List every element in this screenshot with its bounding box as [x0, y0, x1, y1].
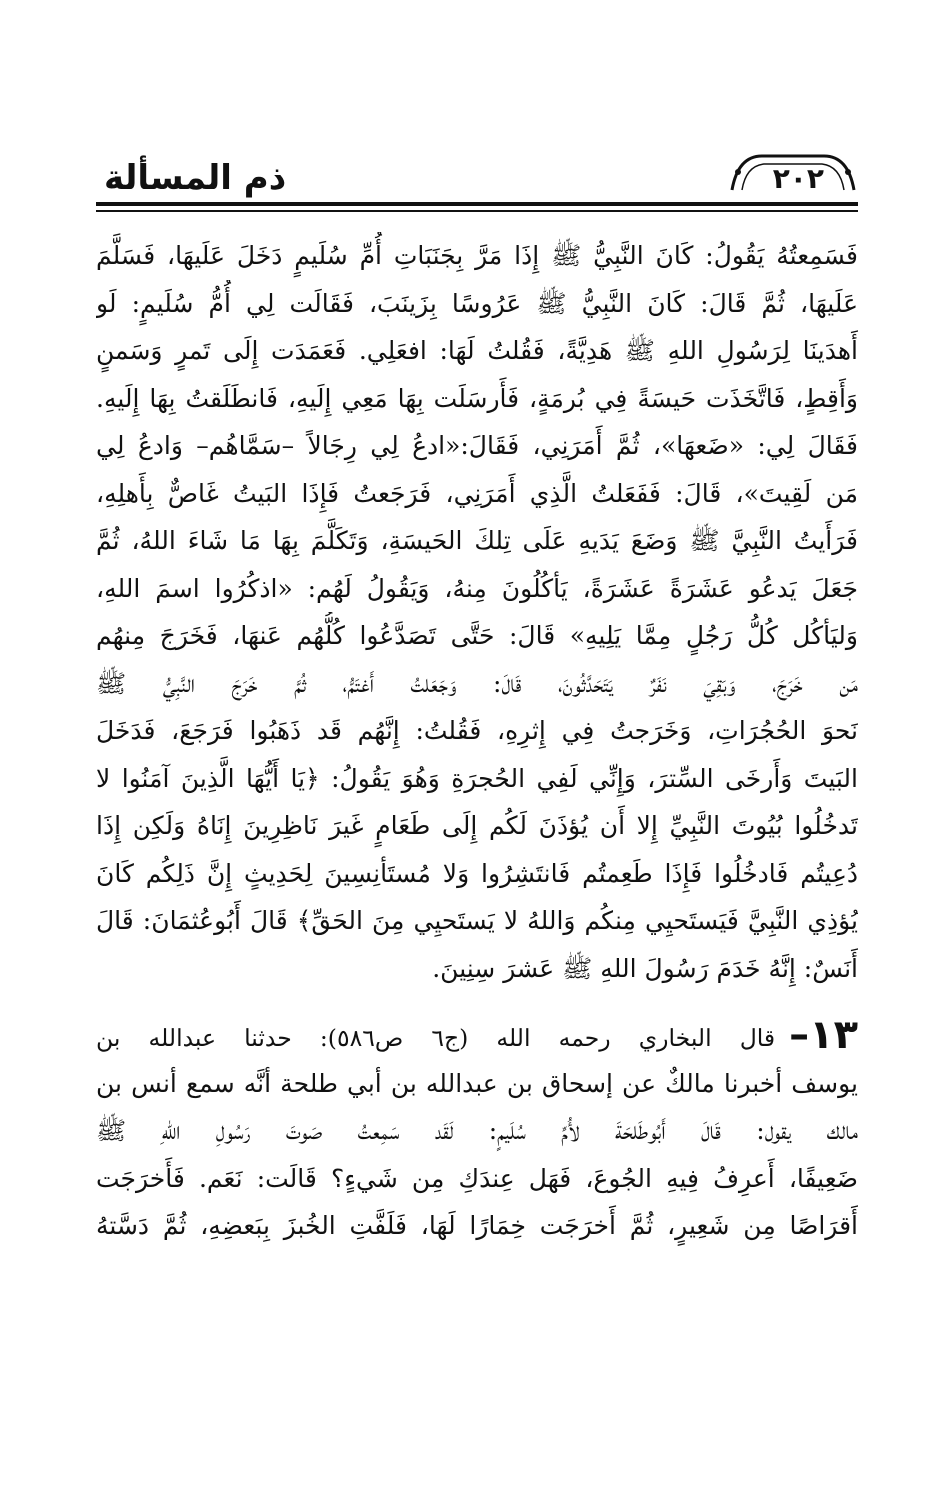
text-line: مالك يقول: قَالَ أَبُوطَلحَةَ لأُمِّ سُلَيمٍ: لَقَد سَمِعتُ صَوتَ رَسُولِ اللهِ ﷺ [96, 1116, 858, 1145]
hadith-first-line: قال البخاري رحمه الله (ج٦ ص٥٨٦): حدثنا عبدالله بن [96, 1024, 776, 1052]
text-line: ضَعِيفًا، أَعرِفُ فِيهِ الجُوعَ، فَهَل عِندَكِ مِن شَيءٍ؟ قَالَت: نَعَم. فَأَخرَجَت [96, 1163, 858, 1193]
hadith-number: ١٣– [789, 1012, 858, 1058]
text-line: دُعِيتُم فَادخُلُوا فَإِذَا طَعِمتُم فَانتَشِرُوا وَلا مُستَأنِسِينَ لِحَدِيثٍ إِنَّ ذَلِكُم كَانَ [96, 858, 858, 888]
text-line: وَأَقِطٍ، فَاتَّخَذَت حَيسَةً فِي بُرمَةٍ، فَأَرسَلَت بِهَا مَعِي إِلَيهِ، فَانطَلَقتُ بِهَا إِلَيهِ. [96, 383, 858, 413]
text-line: أَنَسٌ: إِنَّهُ خَدَمَ رَسُولَ اللهِ ﷺ عَشرَ سِنِينَ. [432, 953, 858, 983]
text-line: عَلَيهَا، ثُمَّ قَالَ: كَانَ النَّبِيُّ ﷺ عَرُوسًا بِزَينَبَ، فَقَالَت لِي أُمُّ سُلَيمٍ: لَو [96, 288, 858, 318]
text-line: وَليَأكُل كُلُّ رَجُلٍ مِمَّا يَلِيهِ» قَالَ: حَتَّى تَصَدَّعُوا كُلُّهُم عَنهَا، فَخَرَجَ مِنهُم [96, 621, 858, 650]
text-line: نَحوَ الحُجُرَاتِ، وَخَرَجتُ فِي إِثرِهِ، فَقُلتُ: إِنَّهُم قَد ذَهَبُوا فَرَجَعَ، فَدَخَلَ [96, 716, 858, 745]
paragraph-gap [96, 992, 858, 1012]
text-line: يُؤذِي النَّبِيَّ فَيَستَحيِي مِنكُم وَاللهُ لا يَستَحيِي مِنَ الحَقِّ﴾ قَالَ أَبُوعُثمَانَ: قَالَ [96, 906, 858, 935]
page-number: ٢٠٢ [772, 162, 824, 195]
text-line: مَن خَرَجَ، وَبَقِيَ نَفَرٌ يَتَحَدَّثُونَ، قَالَ: وَجَعَلتُ أَغتَمُّ، ثُمَّ خَرَجَ النَّبِيُّ ﷺ [96, 668, 858, 698]
text-line: فَسَمِعتُهُ يَقُولُ: كَانَ النَّبِيُّ ﷺ إِذَا مَرَّ بِجَنَبَاتِ أُمِّ سُلَيمٍ دَخَلَ عَلَيهَا، فَسَلَّمَ [96, 241, 858, 270]
text-line: البَيتَ وَأَرخَى السِّترَ، وَإِنِّي لَفِي الحُجرَةِ وَهُوَ يَقُولُ: ﴿يَا أَيُّهَا الَّذِينَ آمَنُوا لا [96, 763, 858, 793]
text-line: أَقرَاصًا مِن شَعِيرٍ، ثُمَّ أَخرَجَت خِمَارًا لَهَا، فَلَفَّتِ الخُبزَ بِبَعضِهِ، ثُمَّ دَسَّتهُ [96, 1211, 858, 1240]
text-line: مَن لَقِيتَ»، قَالَ: فَفَعَلتُ الَّذِي أَمَرَنِي، فَرَجَعتُ فَإِذَا البَيتُ غَاصٌّ بِأَهلِهِ، [96, 478, 858, 508]
text-line: تَدخُلُوا بُيُوتَ النَّبِيِّ إِلا أَن يُؤذَنَ لَكُم إِلَى طَعَامٍ غَيرَ نَاظِرِينَ إِنَاهُ وَلَكِن إِذَا [96, 811, 858, 840]
text-line: فَرَأَيتُ النَّبِيَّ ﷺ وَضَعَ يَدَيهِ عَلَى تِلكَ الحَيسَةِ، وَتَكَلَّمَ بِهَا مَا شَاءَ اللهُ، ثُمَّ [96, 526, 858, 555]
text-line: أَهدَينَا لِرَسُولِ اللهِ ﷺ هَدِيَّةً، فَقُلتُ لَهَا: افعَلِي. فَعَمَدَت إِلَى تَمرٍ وَسَمنٍ [96, 336, 858, 365]
book-title: ذم المسألة [104, 158, 287, 198]
header-divider [96, 202, 858, 206]
page-number-badge [728, 150, 858, 206]
text-line: جَعَلَ يَدعُو عَشَرَةً عَشَرَةً، يَأكُلُونَ مِنهُ، وَيَقُولُ لَهُم: «اذكُرُوا اسمَ اللهِ، [96, 573, 858, 603]
page-body [96, 232, 858, 1250]
text-line: فَقَالَ لِي: «ضَعهَا»، ثُمَّ أَمَرَنِي، فَقَالَ:«ادعُ لِي رِجَالاً –سَمَّاهُم– وَادعُ لِي [96, 431, 858, 460]
text-line: يوسف أخبرنا مالكٌ عن إسحاق بن عبدالله بن أبي طلحة أنَّه سمع أنس بن [96, 1068, 858, 1098]
hadith-heading-line [96, 1012, 858, 1060]
header-divider-thin [96, 210, 858, 212]
